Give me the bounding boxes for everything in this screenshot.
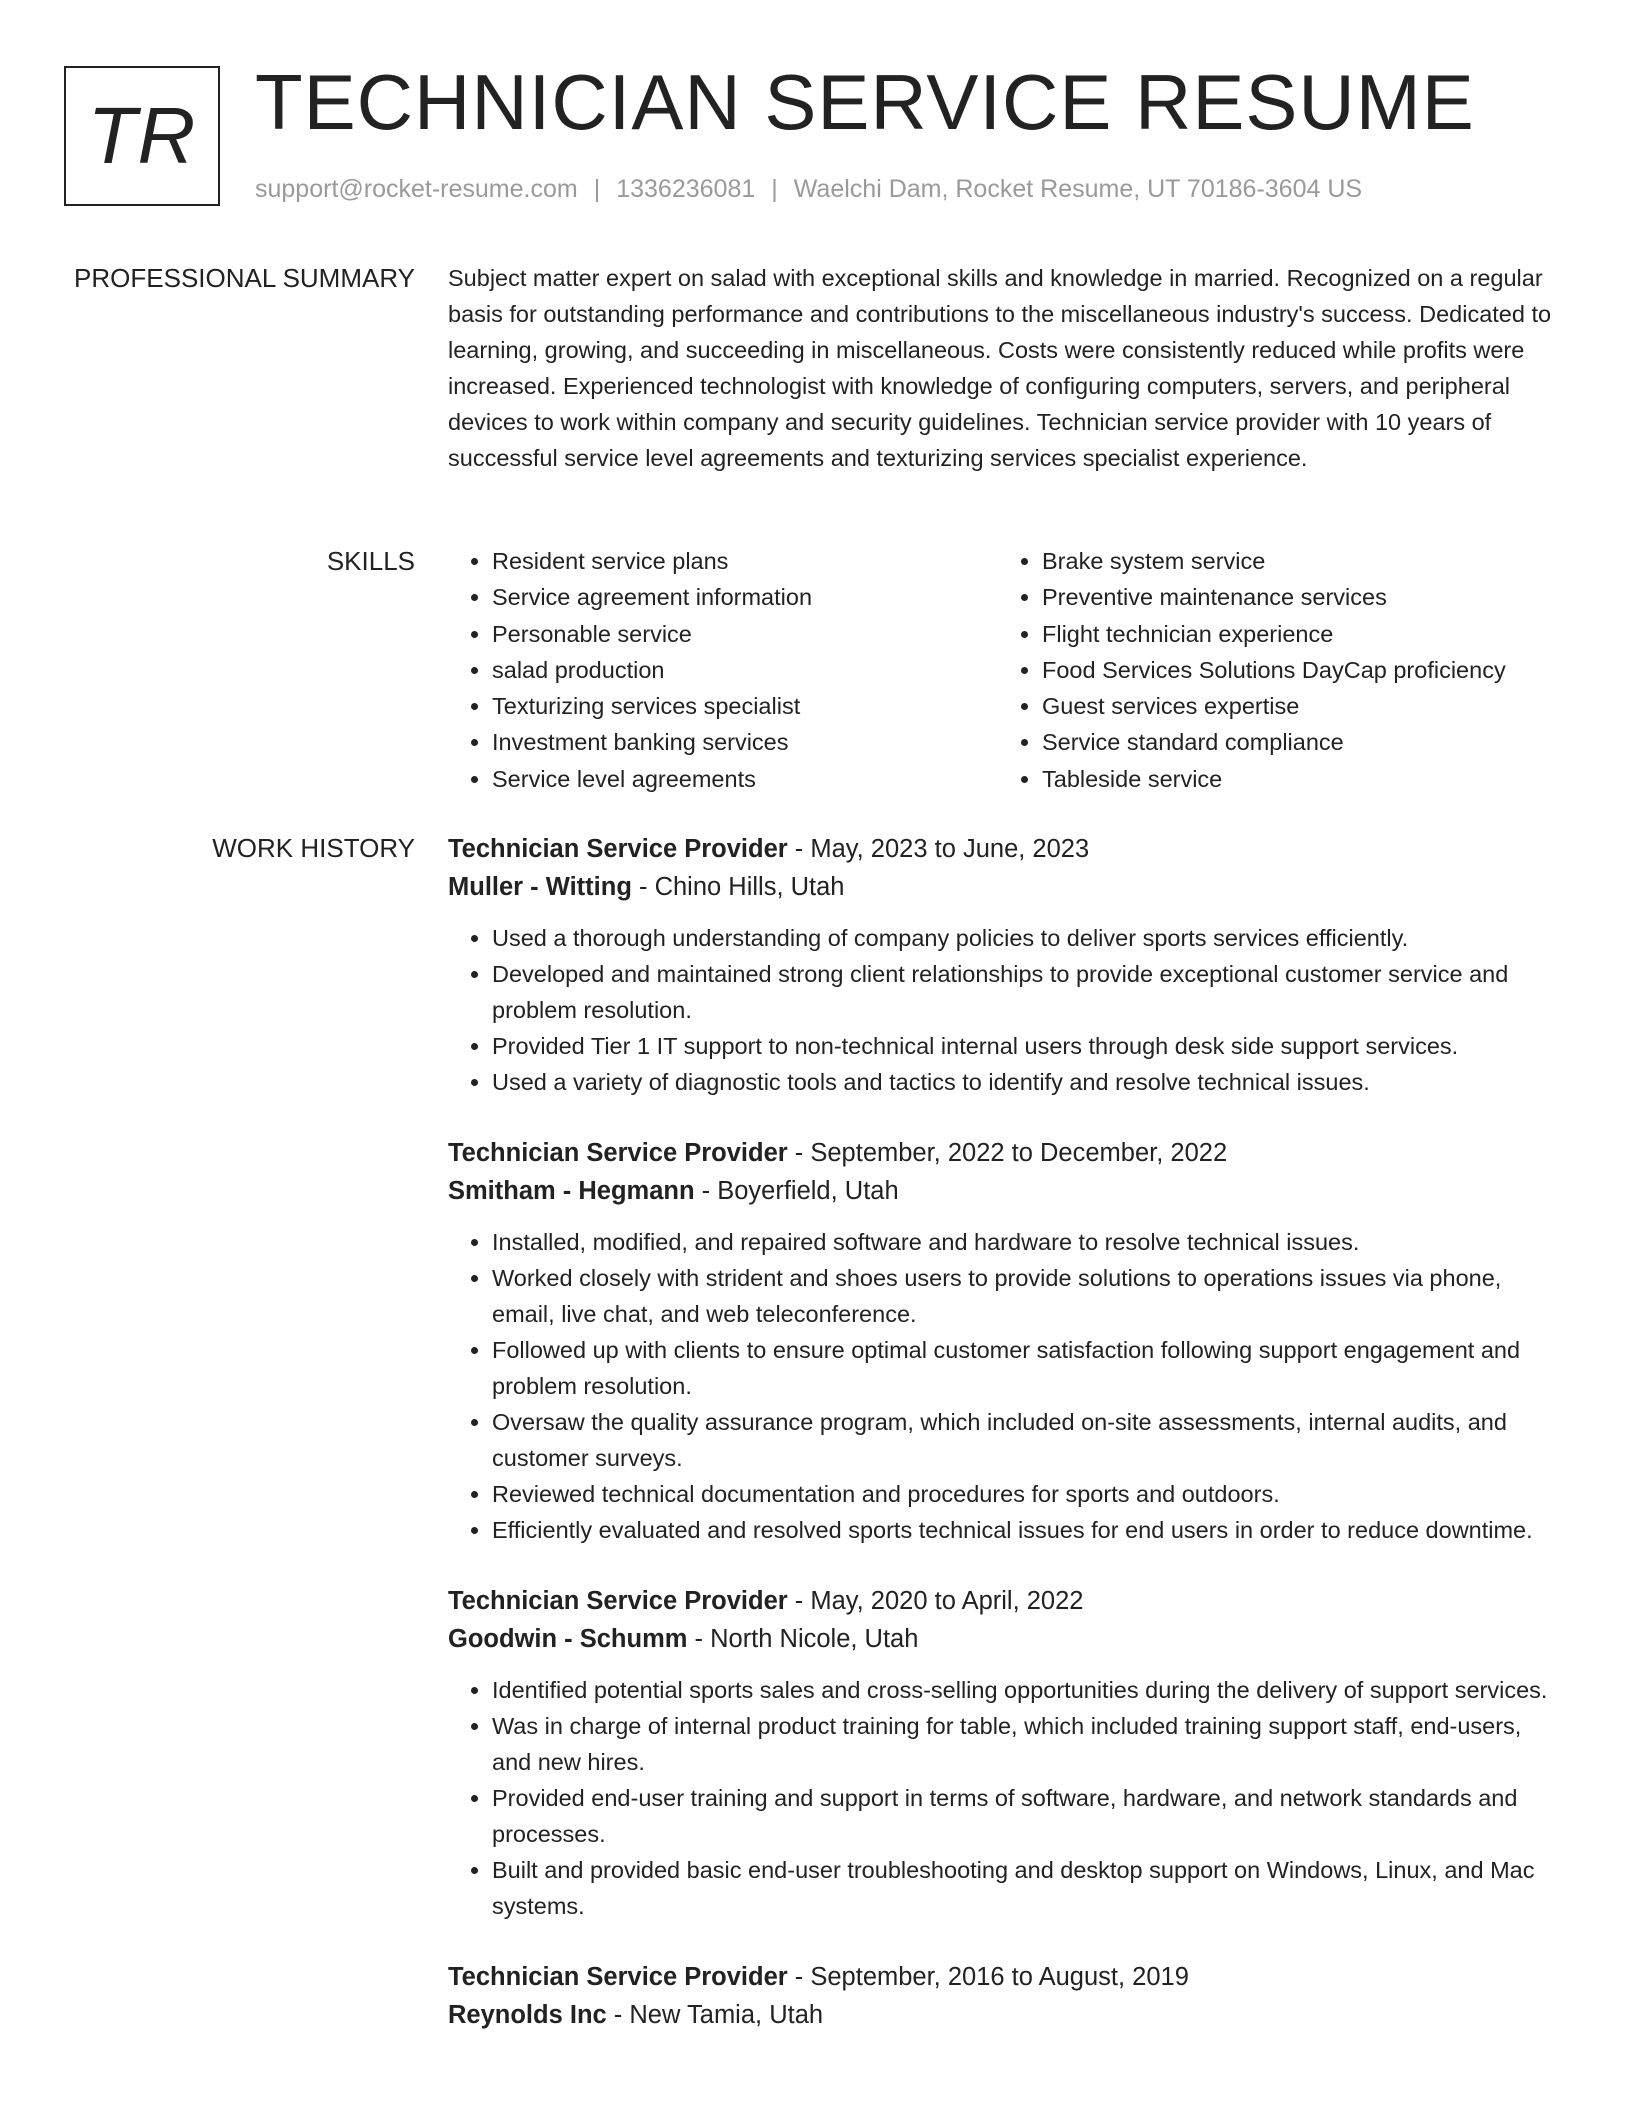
job-title-line [448,1582,1566,1620]
job-location: - Boyerfield, Utah [701,1177,899,1205]
job-title-line [448,830,1566,868]
skills-columns [448,543,1566,797]
skill-item: • Service agreement information [492,579,998,615]
skills-heading: SKILLS [326,546,415,576]
job-bullets [448,920,1566,1100]
skill-item: • Personable service [492,616,998,652]
skill-item: • Resident service plans [492,543,998,579]
job-title: Technician Service Provider [448,1587,788,1615]
job-bullet: • Built and provided basic end-user troubleshooting and desktop support on Windows, Linux, and Mac systems. [492,1852,1566,1924]
job-dates: - September, 2022 to December, 2022 [794,1139,1228,1167]
contact-separator: | [771,175,778,203]
job-company-line [448,1996,1566,2034]
job-company: Reynolds Inc [448,2001,607,2029]
job-bullet: • Was in charge of internal product training for table, which included training support staff, end-users, and new hires. [492,1708,1566,1780]
summary-paragraph: Subject matter expert on salad with exceptional skills and knowledge in married. Recognized on a regular basis for outstanding performance and contributions to the miscellaneous industry's success. Dedicated to learning, growing, and succeeding in miscellaneous. Costs were consistently reduced while profits were increased. Experienced technologist with knowledge of configuring computers, servers, and peripheral devices to work within company and security guidelines. Technician service provider with 10 years of successful service level agreements and texturizing services specialist experience. [448,265,1552,471]
job-bullet: • Oversaw the quality assurance program, which included on-site assessments, internal audits, and customer surveys. [492,1404,1566,1476]
job-dates: - May, 2020 to April, 2022 [794,1587,1084,1615]
skill-item: • Service level agreements [492,761,998,797]
job-company: Goodwin - Schumm [448,1625,688,1653]
job-dates: - September, 2016 to August, 2019 [794,1963,1189,1991]
job-bullet: • Reviewed technical documentation and procedures for sports and outdoors. [492,1476,1566,1512]
skill-item: • Guest services expertise [1042,688,1506,724]
contact-line [255,175,1362,204]
skill-item: • Preventive maintenance services [1042,579,1506,615]
job-bullet: • Developed and maintained strong client relationships to provide exceptional customer service and problem resolution. [492,956,1566,1028]
skill-item: • Flight technician experience [1042,616,1506,652]
job-bullet: • Used a thorough understanding of company policies to deliver sports services efficiently. [492,920,1566,956]
skill-item: • Food Services Solutions DayCap proficiency [1042,652,1506,688]
job-entry [448,1958,1566,2034]
job-company-line [448,1172,1566,1210]
job-location: - New Tamia, Utah [613,2001,824,2029]
job-company: Muller - Witting [448,873,632,901]
skills-list-left [448,543,998,797]
job-bullets [448,1672,1566,1924]
summary-heading: PROFESSIONAL SUMMARY [74,263,415,293]
job-location: - North Nicole, Utah [694,1625,919,1653]
job-bullet: • Efficiently evaluated and resolved sports technical issues for end users in order to reduce downtime. [492,1512,1566,1548]
contact-separator: | [593,175,601,203]
skill-item: • Texturizing services specialist [492,688,998,724]
job-bullet: • Identified potential sports sales and cross-selling opportunities during the delivery of support services. [492,1672,1566,1708]
job-entry [448,1582,1566,1924]
skill-item: • Tableside service [1042,761,1506,797]
contact-address: Waelchi Dam, Rocket Resume, UT 70186-3604 US [793,175,1363,203]
job-bullet: • Worked closely with strident and shoes users to provide solutions to operations issues via phone, email, live chat, and web teleconference. [492,1260,1566,1332]
job-bullet: • Used a variety of diagnostic tools and tactics to identify and resolve technical issues. [492,1064,1566,1100]
job-entry [448,1134,1566,1548]
job-company-line [448,868,1566,906]
job-bullet: • Followed up with clients to ensure optimal customer satisfaction following support engagement and problem resolution. [492,1332,1566,1404]
skills-list-right [998,543,1506,797]
job-title: Technician Service Provider [448,835,788,863]
job-company: Smitham - Hegmann [448,1177,695,1205]
skill-item: • Service standard compliance [1042,724,1506,760]
resume-title: TECHNICIAN SERVICE RESUME [255,58,1475,146]
job-bullet: • Provided Tier 1 IT support to non-technical internal users through desk side support services. [492,1028,1566,1064]
monogram-logo: TR [64,66,220,206]
job-title: Technician Service Provider [448,1963,788,1991]
job-location: - Chino Hills, Utah [639,873,845,901]
work-history-heading: WORK HISTORY [212,833,415,863]
job-title: Technician Service Provider [448,1139,788,1167]
contact-phone: 1336236081 [616,175,756,203]
job-title-line [448,1134,1566,1172]
job-bullet: • Provided end-user training and support in terms of software, hardware, and network standards and processes. [492,1780,1566,1852]
job-bullets [448,1224,1566,1548]
job-title-line [448,1958,1566,1996]
skill-item: • Brake system service [1042,543,1506,579]
skill-item: • Investment banking services [492,724,998,760]
skill-item: • salad production [492,652,998,688]
job-dates: - May, 2023 to June, 2023 [794,835,1090,863]
job-bullet: • Installed, modified, and repaired software and hardware to resolve technical issues. [492,1224,1566,1260]
work-history-body [448,830,1566,2034]
job-entry [448,830,1566,1100]
job-company-line [448,1620,1566,1658]
contact-email: support@rocket-resume.com [255,175,578,203]
